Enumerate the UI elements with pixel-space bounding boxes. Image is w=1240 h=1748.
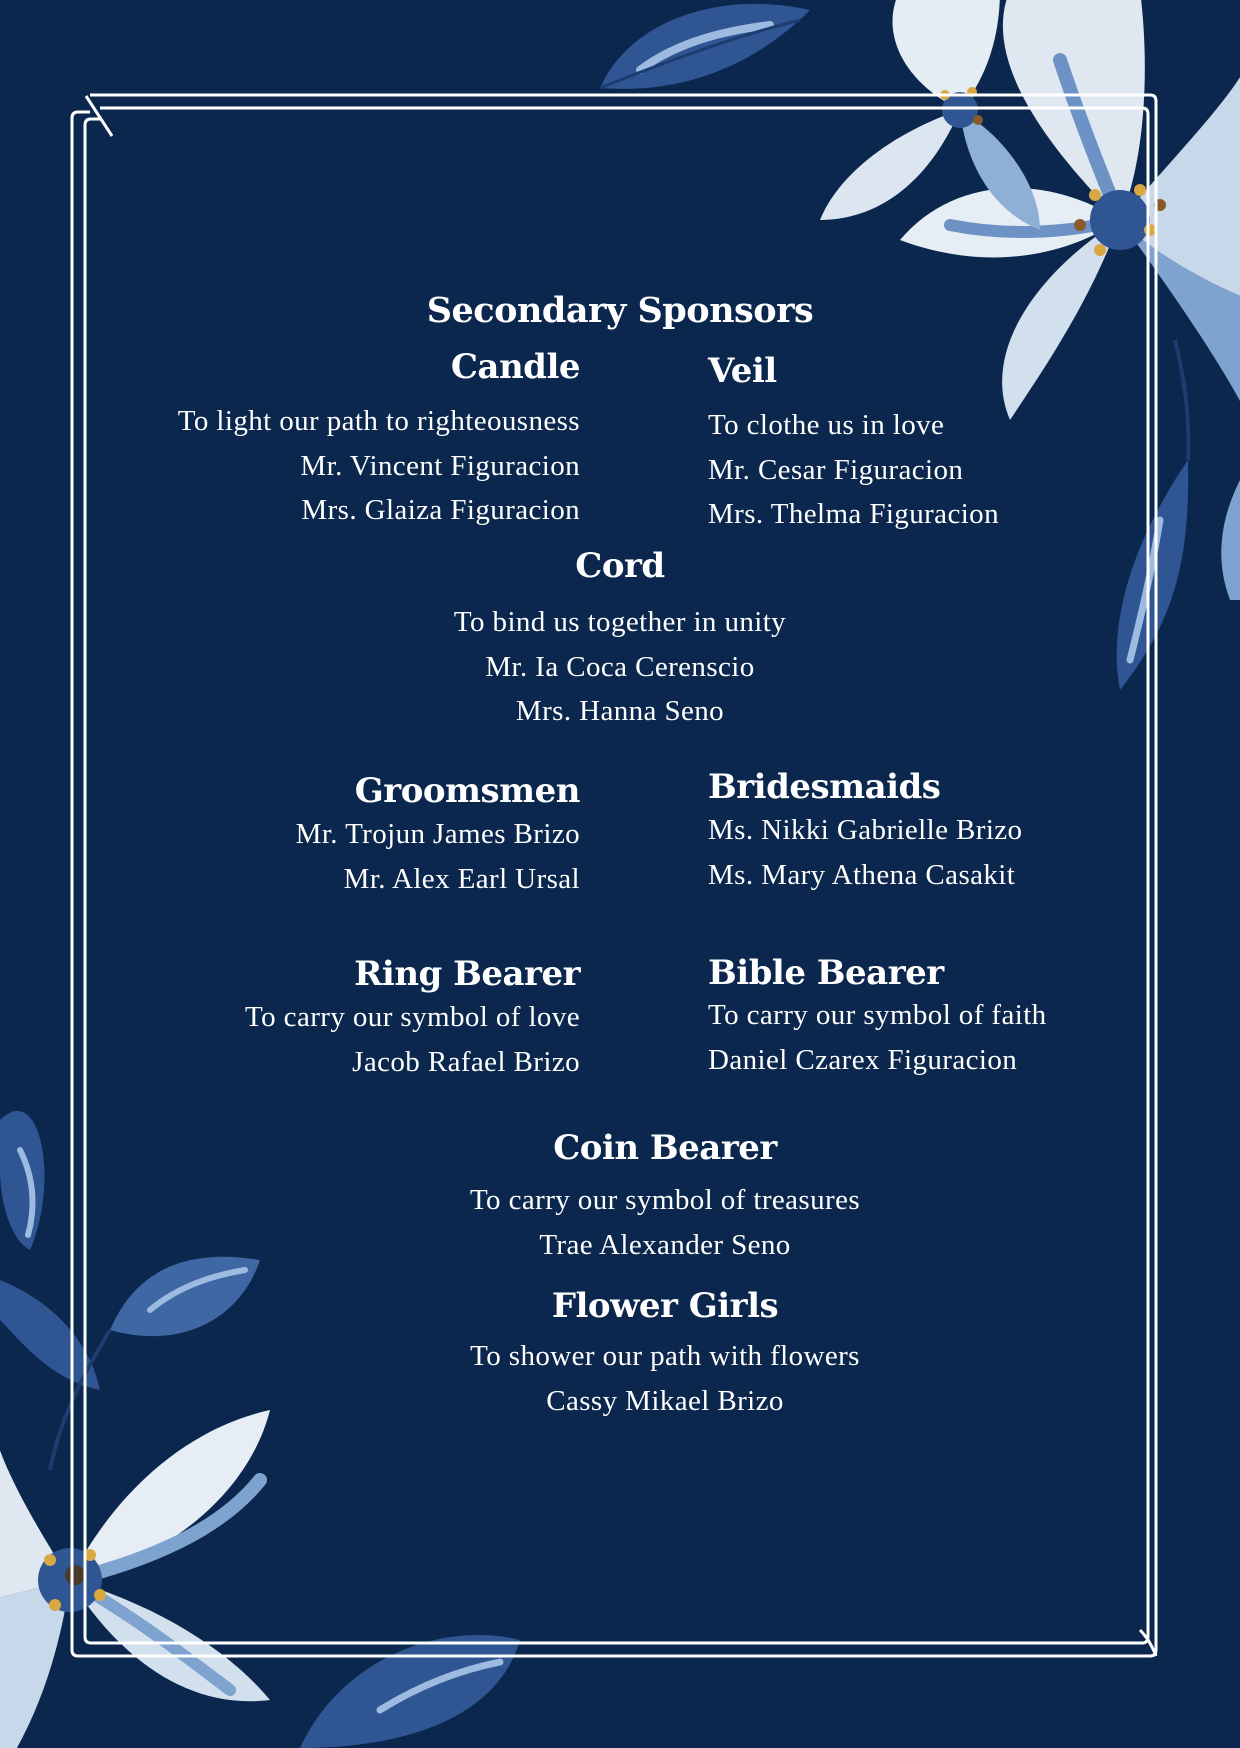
veil-sponsor: Mrs. Thelma Figuracion [708,498,999,530]
bible-bearer-purpose: To carry our symbol of faith [708,999,1047,1031]
groomsman-name: Mr. Trojun James Brizo [295,818,580,850]
cord-sponsor: Mrs. Hanna Seno [515,695,725,727]
coin-bearer-heading: Coin Bearer [553,1128,777,1168]
coin-bearer-name: Trae Alexander Seno [539,1229,791,1261]
bottom-left-flower [0,1380,270,1748]
ring-bearer-purpose: To carry our symbol of love [245,1001,580,1033]
top-leaf [600,4,810,89]
right-leaf [1117,340,1240,690]
coin-bearer-purpose: To carry our symbol of treasures [469,1184,861,1216]
groomsmen-heading: Groomsmen [354,771,580,811]
bridesmaid-name: Ms. Mary Athena Casakit [708,859,1016,891]
cord-sponsor: Mr. Ia Coca Cerenscio [485,651,755,683]
candle-heading: Candle [450,347,580,387]
bridesmaids-heading: Bridesmaids [708,767,941,807]
left-leaf [0,1111,260,1470]
bible-bearer-name: Daniel Czarex Figuracion [708,1044,1018,1076]
candle-purpose: To light our path to righteousness [177,405,580,437]
bottom-leaf [300,1635,520,1748]
bridesmaid-name: Ms. Nikki Gabrielle Brizo [708,814,1023,846]
veil-heading: Veil [708,351,777,391]
flower-girls-heading: Flower Girls [551,1286,779,1326]
flower-girl-name: Cassy Mikael Brizo [546,1385,784,1417]
veil-purpose: To clothe us in love [708,409,945,441]
cord-purpose: To bind us together in unity [453,606,787,638]
bible-bearer-heading: Bible Bearer [708,953,944,993]
ring-bearer-heading: Ring Bearer [354,954,580,994]
cord-heading: Cord [575,546,665,586]
candle-sponsor: Mrs. Glaiza Figuracion [301,494,580,526]
candle-sponsor: Mr. Vincent Figuracion [300,450,580,482]
flower-girls-purpose: To shower our path with flowers [470,1340,860,1372]
groomsman-name: Mr. Alex Earl Ursal [343,863,580,895]
veil-sponsor: Mr. Cesar Figuracion [708,454,964,486]
page-title: Secondary Sponsors [426,290,814,331]
ring-bearer-name: Jacob Rafael Brizo [352,1046,580,1078]
